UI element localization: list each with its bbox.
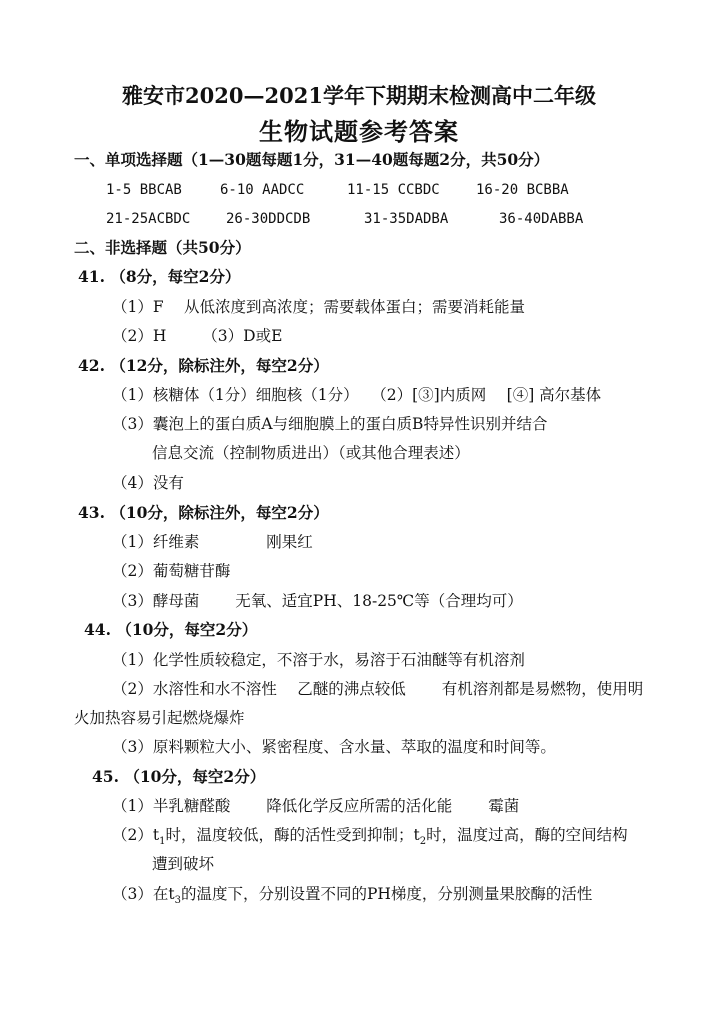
mcq-answer: 1-5 BBCAB [106,182,182,198]
q45-a2-post: 时，温度过高，酶的空间结构 [426,826,628,844]
q42-answer-3: （3）囊泡上的蛋白质A与细胞膜上的蛋白质B特异性识别并结合 [112,415,548,433]
q43-answer-1: （1）纤维素 刚果红 [112,533,313,551]
q45-a3-pre: （3）在t [112,885,175,903]
q45-answer-1: （1）半乳糖醛酸 降低化学反应所需的活化能 霉菌 [112,797,520,815]
mcq-answer: 16-20 BCBBA [476,182,569,198]
q43-answer-3: （3）酵母菌 无氧、适宜PH、18-25℃等（合理均可） [112,592,523,610]
page-subtitle: 生物试题参考答案 [259,117,459,146]
q45-a3-sub: 3 [174,895,181,907]
q42-answer-1: （1）核糖体（1分）细胞核（1分） （2）[③]内质网 [④] 高尔基体 [112,386,602,404]
q45-a2-sub2: 2 [419,836,427,848]
q41-answer-1: （1）F 从低浓度到高浓度；需要载体蛋白；需要消耗能量 [112,298,526,316]
section2-heading: 二、非选择题（共50分） [74,238,251,257]
q43-heading: 43. （10分，除标注外，每空2分） [78,503,329,522]
q43-answer-2: （2）葡萄糖苷酶 [112,562,231,580]
q45-a2-sub1: 1 [159,836,166,848]
section1-heading: 一、单项选择题（1—30题每题1分，31—40题每题2分，共50分） [74,150,550,169]
q41-heading: 41. （8分，每空2分） [78,267,241,286]
q44-answer-1: （1）化学性质较稳定，不溶于水，易溶于石油醚等有机溶剂 [112,651,525,669]
q44-answer-2-cont: 火加热容易引起燃烧爆炸 [74,709,245,727]
q44-answer-3: （3）原料颗粒大小、紧密程度、含水量、萃取的温度和时间等。 [112,738,556,756]
q44-heading: 44. （10分，每空2分） [84,620,258,639]
mcq-answer: 26-30DDCDB [226,211,311,227]
page-title: 雅安市2020—2021学年下期期末检测高中二年级 [122,83,596,108]
q45-answer-3 [112,884,592,911]
mcq-answer: 11-15 CCBDC [347,182,440,198]
q42-answer-3-cont: 信息交流（控制物质进出）（或其他合理表述） [152,444,470,462]
q45-a2-pre: （2）t [112,826,160,844]
q45-a3-post: 的温度下，分别设置不同的PH梯度，分别测量果胶酶的活性 [180,885,593,903]
mcq-answer: 6-10 AADCC [220,182,305,198]
q41-answer-2: （2）H （3）D或E [112,327,283,345]
mcq-answer: 36-40DABBA [499,211,584,227]
q45-a2-mid: 时，温度较低，酶的活性受到抑制；t [165,826,420,844]
mcq-answer: 21-25ACBDC [106,211,191,227]
q45-answer-2 [112,825,628,852]
q42-answer-4: （4）没有 [112,474,184,492]
q44-answer-2: （2）水溶性和水不溶性 乙醚的沸点较低 有机溶剂都是易燃物，使用明 [112,680,644,698]
q45-heading: 45. （10分，每空2分） [92,767,266,786]
mcq-answer: 31-35DADBA [364,211,449,227]
q42-heading: 42. （12分，除标注外，每空2分） [78,356,329,375]
q45-answer-2-cont: 遭到破坏 [152,855,215,873]
